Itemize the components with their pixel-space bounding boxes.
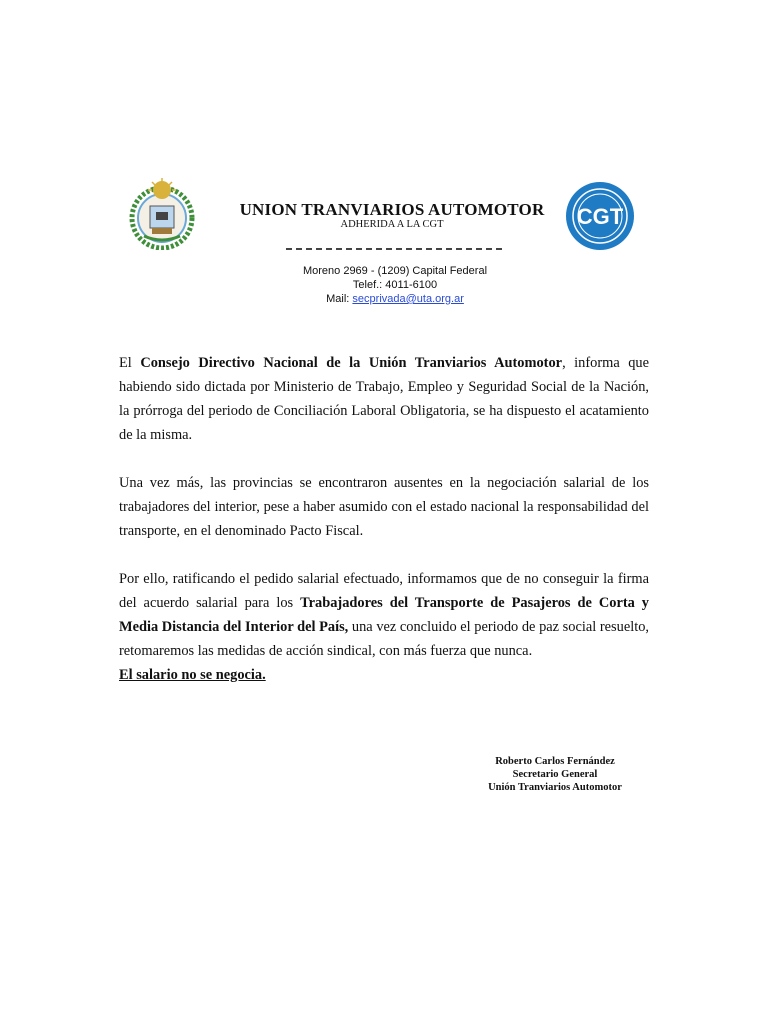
paragraph-3 bbox=[119, 567, 649, 663]
signature-role: Secretario General bbox=[512, 769, 598, 780]
contact-address: Moreno 2969 - (1209) Capital Federal bbox=[302, 265, 488, 277]
paragraph-2: Una vez más, las provincias se encontraron ausentes en la negociación salarial de los trabajadores del interior, pese a haber asumido con el estado nacional la responsabilidad del transporte, en el denominado Pacto Fiscal. bbox=[119, 475, 649, 539]
p3-rest: una vez concluido el periodo de paz social resuelto, retomaremos las medidas de acción sindical, con más fuerza que nunca. bbox=[119, 619, 649, 659]
paragraph-1 bbox=[119, 351, 649, 447]
organization-title: UNION TRANVIARIOS AUTOMOTOR bbox=[239, 200, 545, 219]
organization-subtitle: ADHERIDA A LA CGT bbox=[340, 219, 444, 230]
closing-statement: El salario no se negocia. bbox=[119, 667, 266, 683]
contact-mail-link[interactable]: secprivada@uta.org.ar bbox=[352, 293, 464, 305]
p3-bold: Trabajadores del Transporte de Pasajeros de Corta y Media Distancia del Interior del País, bbox=[119, 595, 649, 635]
contact-block bbox=[250, 264, 540, 306]
contact-mail-line bbox=[250, 292, 540, 306]
p1-rest: , informa que habiendo sido dictada por Ministerio de Trabajo, Empleo y Seguridad Social de la Nación, la prórroga del periodo de Conciliación Laboral Obligatoria, se ha dispuesto el acatamiento de la misma. bbox=[119, 355, 650, 443]
signature-org: Unión Tranviarios Automotor bbox=[488, 782, 622, 793]
p3-lead: Por ello, ratificando el pedido salarial efectuado, informamos que de no conseguir la firma del acuerdo salarial para los bbox=[119, 571, 649, 611]
p1-lead: El bbox=[119, 355, 141, 371]
cgt-letters: CGT bbox=[576, 204, 624, 229]
p1-bold: Consejo Directivo Nacional de la Unión Tranviarios Automotor bbox=[140, 355, 563, 371]
contact-mail-label: Mail: bbox=[326, 293, 350, 305]
header-divider bbox=[286, 248, 502, 250]
contact-phone: Telef.: 4011-6100 bbox=[352, 279, 438, 291]
signature-name: Roberto Carlos Fernández bbox=[495, 756, 615, 767]
letter-body bbox=[119, 351, 649, 687]
signature-block bbox=[470, 755, 640, 794]
